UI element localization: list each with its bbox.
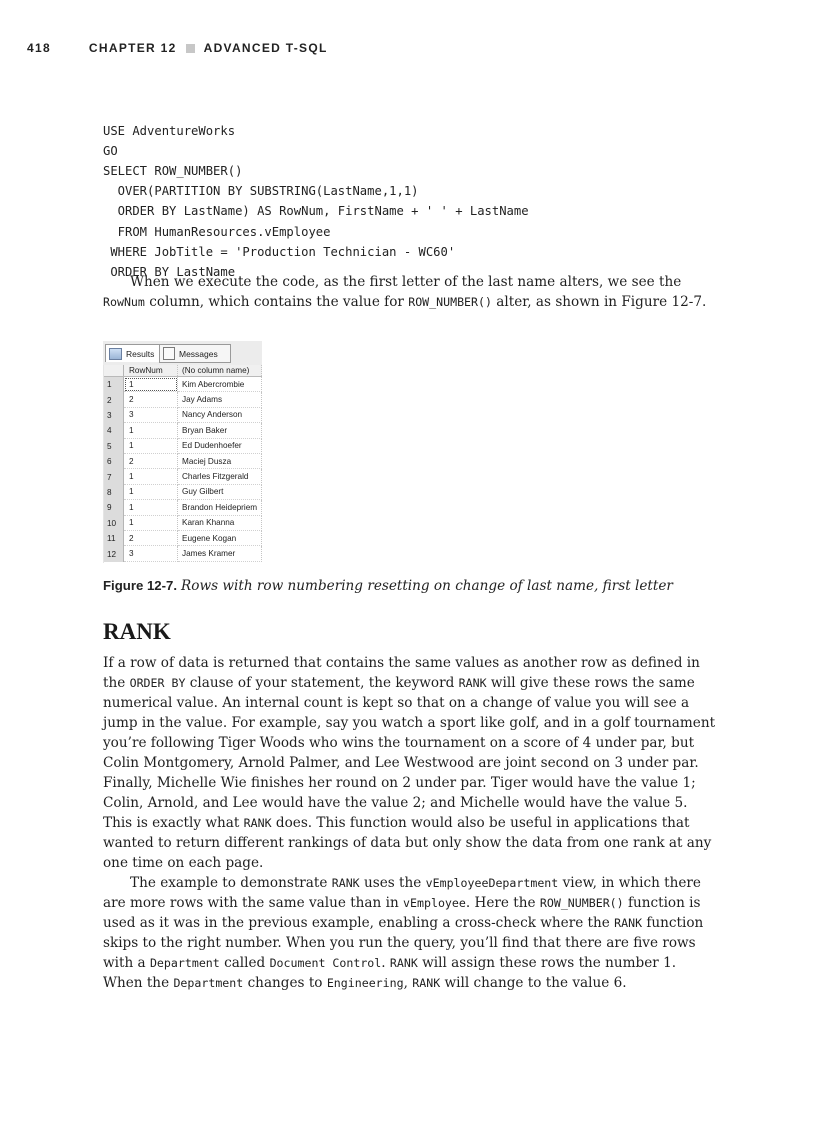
table-cell[interactable]: Jay Adams	[178, 392, 262, 407]
code-line: ORDER BY LastName	[103, 264, 236, 279]
text: uses the	[359, 875, 426, 891]
table-cell[interactable]: Kim Abercrombie	[178, 377, 262, 392]
inline-code: RANK	[331, 876, 360, 890]
table-cell[interactable]: 1	[124, 516, 178, 531]
table-cell[interactable]: 2	[124, 531, 178, 546]
table-row[interactable]	[104, 408, 262, 423]
code-line: ORDER BY LastName) AS RowNum, FirstName + ' ' + LastName	[103, 204, 529, 219]
table-cell[interactable]: 2	[124, 392, 178, 407]
section-title: RANK	[103, 619, 171, 644]
figure-caption-text: Rows with row numbering resetting on change of last name, first letter	[181, 578, 673, 594]
table-cell[interactable]: Maciej Dusza	[178, 454, 262, 469]
text: .	[381, 955, 390, 971]
row-number-cell[interactable]: 10	[104, 516, 124, 531]
code-line: GO	[103, 144, 118, 159]
table-cell[interactable]: 1	[124, 485, 178, 500]
separator-square-icon	[186, 44, 195, 53]
results-grid-screenshot	[103, 341, 262, 563]
text: . Here the	[465, 895, 540, 911]
paragraph-intro	[103, 272, 718, 312]
column-header[interactable]: (No column name)	[178, 365, 262, 376]
tab-results[interactable]	[105, 344, 165, 362]
tab-messages-label: Messages	[179, 348, 218, 359]
table-cell[interactable]: Nancy Anderson	[178, 408, 262, 423]
table-cell[interactable]: 1	[124, 423, 178, 438]
text: alter, as shown in Figure 12-7.	[491, 294, 707, 310]
row-number-cell[interactable]: 4	[104, 423, 124, 438]
table-row[interactable]	[104, 439, 262, 454]
table-row[interactable]	[104, 531, 262, 546]
inline-code: ROW_NUMBER()	[539, 896, 624, 910]
row-number-cell[interactable]: 8	[104, 485, 124, 500]
text: function is used as it was in the previous example, enabling a cross-check where the	[103, 895, 701, 931]
code-line: WHERE JobTitle = 'Production Technician - WC60'	[103, 244, 456, 259]
inline-code: Engineering	[326, 976, 404, 990]
inline-code: RANK	[243, 816, 272, 830]
code-line: OVER(PARTITION BY SUBSTRING(LastName,1,1)	[103, 184, 419, 199]
tab-results-label: Results	[126, 348, 155, 359]
messages-icon	[163, 347, 175, 360]
table-row[interactable]	[104, 423, 262, 438]
table-cell[interactable]: Brandon Heidepriem	[178, 500, 262, 515]
row-number-cell[interactable]: 12	[104, 546, 124, 561]
inline-code: Document Control	[269, 956, 382, 970]
table-row[interactable]	[104, 546, 262, 561]
paragraph-rank-example	[103, 873, 719, 993]
code-line: USE AdventureWorks	[103, 124, 236, 139]
table-row[interactable]	[104, 516, 262, 531]
text: clause of your statement, the keyword	[185, 675, 459, 691]
text: function skips to the right number. When you run the query, you’ll find that there are five rows with a	[103, 915, 704, 971]
inline-code: ORDER BY	[129, 676, 186, 690]
row-number-cell[interactable]: 1	[104, 377, 124, 392]
inline-code: RowNum	[103, 295, 145, 309]
grid-header	[104, 365, 262, 377]
table-cell[interactable]: Ed Dudenhoefer	[178, 439, 262, 454]
text: does. This function would also be useful in applications that wanted to return different rankings of data but only show the data from one rank at any one time on each page.	[103, 815, 712, 871]
figure-label: Figure 12-7.	[103, 578, 178, 593]
text: called	[219, 955, 270, 971]
text: The example to demonstrate	[130, 875, 332, 891]
table-cell[interactable]: Karan Khanna	[178, 516, 262, 531]
table-cell[interactable]: 3	[124, 546, 178, 561]
table-row[interactable]	[104, 454, 262, 469]
table-row[interactable]	[104, 377, 262, 392]
code-line: FROM HumanResources.vEmployee	[103, 224, 331, 239]
row-number-cell[interactable]: 3	[104, 408, 124, 423]
text: will give these rows the same numerical value. An internal count is kept so that on a change of value you will see a jump in the value. For example, say you watch a sport like golf, and in a golf tournament you’re following Tiger Woods who wins the tournament on a score of 4 under par, but Colin Montgomery, Arnold Palmer, and Lee Westwood are joint second on 3 under par. Finally, Michelle Wie finishes her round on 2 under par. Tiger would have the value 1; Colin, Arnold, and Lee would have the value 2; and Michelle would have the value 5. This is exactly what	[103, 675, 716, 831]
row-number-cell[interactable]: 2	[104, 392, 124, 407]
text: will change to the value 6.	[440, 975, 627, 991]
inline-code: Department	[173, 976, 244, 990]
table-cell[interactable]: James Kramer	[178, 546, 262, 561]
text: view, in which there are more rows with the same value than in	[103, 875, 701, 911]
table-row[interactable]	[104, 485, 262, 500]
inline-code: RANK	[458, 676, 487, 690]
row-number-cell[interactable]: 9	[104, 500, 124, 515]
text: ,	[403, 975, 413, 991]
results-grid	[104, 365, 262, 563]
column-header[interactable]: RowNum	[124, 365, 178, 376]
text: changes to	[243, 975, 327, 991]
table-row[interactable]	[104, 469, 262, 484]
table-row[interactable]	[104, 500, 262, 515]
row-number-cell[interactable]: 7	[104, 469, 124, 484]
row-number-cell[interactable]: 11	[104, 531, 124, 546]
table-cell[interactable]: Guy Gilbert	[178, 485, 262, 500]
inline-code: vEmployeeDepartment	[425, 876, 559, 890]
text: When we execute the code, as the first letter of the last name alters, we see the	[130, 274, 682, 290]
text: If a row of data is returned that contains the same values as another row as defined in the	[103, 655, 700, 691]
page-number: 418	[27, 41, 51, 55]
row-number-cell[interactable]: 6	[104, 454, 124, 469]
row-number-cell[interactable]: 5	[104, 439, 124, 454]
section-body	[103, 653, 719, 993]
table-cell[interactable]: 3	[124, 408, 178, 423]
row-header-corner	[104, 365, 124, 376]
table-cell[interactable]: Bryan Baker	[178, 423, 262, 438]
paragraph-rank	[103, 653, 719, 873]
text: will assign these rows the number 1. When the	[103, 955, 677, 991]
chapter-label: CHAPTER 12	[88, 41, 177, 55]
grid-icon	[109, 348, 122, 360]
table-row[interactable]	[104, 392, 262, 407]
chapter-title: ADVANCED T-SQL	[203, 41, 328, 55]
inline-code: ROW_NUMBER()	[408, 295, 492, 309]
code-line: SELECT ROW_NUMBER()	[103, 164, 243, 179]
inline-code: vEmployee	[403, 896, 466, 910]
inline-code: Department	[149, 956, 220, 970]
running-head	[27, 41, 328, 55]
results-tabs	[103, 341, 262, 365]
figure-caption	[103, 578, 673, 594]
table-cell[interactable]: Charles Fitzgerald	[178, 469, 262, 484]
table-cell[interactable]: 1	[124, 439, 178, 454]
table-cell[interactable]: 1	[124, 469, 178, 484]
tab-messages[interactable]	[159, 344, 231, 363]
table-cell[interactable]: 1	[124, 377, 178, 392]
table-cell[interactable]: Eugene Kogan	[178, 531, 262, 546]
table-cell[interactable]: 1	[124, 500, 178, 515]
inline-code: RANK	[389, 956, 418, 970]
table-cell[interactable]: 2	[124, 454, 178, 469]
inline-code: RANK	[614, 916, 643, 930]
text: column, which contains the value for	[144, 294, 409, 310]
inline-code: RANK	[412, 976, 441, 990]
